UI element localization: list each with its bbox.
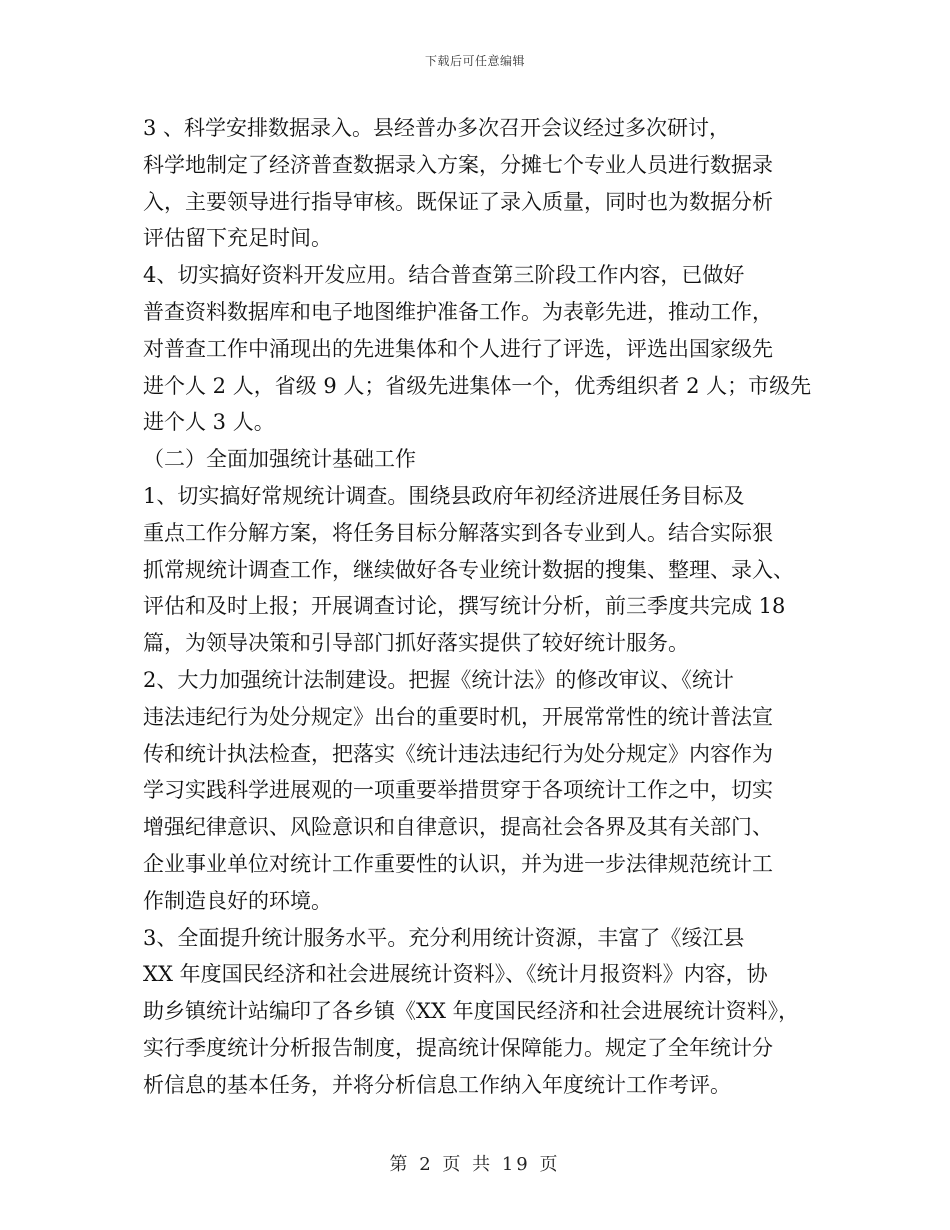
body-line: 1、切实搞好常规统计调查。围绕县政府年初经济进展任务目标及 [143, 483, 745, 508]
body-line: 评估留下充足时间。 [143, 226, 332, 251]
body-line: 实行季度统计分析报告制度，提高统计保障能力。规定了全年统计分 [143, 1035, 773, 1060]
body-line: 入，主要领导进行指导审核。既保证了录入质量，同时也为数据分析 [143, 189, 773, 214]
body-line: 析信息的基本任务，并将分析信息工作纳入年度统计工作考评。 [143, 1072, 731, 1097]
body-line: 4、切实搞好资料开发应用。结合普查第三阶段工作内容，已做好 [143, 263, 745, 288]
body-line: 助乡镇统计站编印了各乡镇《XX 年度国民经济和社会进展统计资料》， [143, 999, 800, 1024]
section-heading: （二）全面加强统计基础工作 [143, 447, 416, 472]
body-line: 增强纪律意识、风险意识和自律意识，提高社会各界及其有关部门、 [143, 815, 773, 840]
body-line: 科学地制定了经济普查数据录入方案，分摊七个专业人员进行数据录 [143, 152, 773, 177]
body-line: 评估和及时上报；开展调查讨论，撰写统计分析，前三季度共完成 18 [143, 594, 786, 619]
body-line: 企业事业单位对统计工作重要性的认识，并为进一步法律规范统计工 [143, 851, 773, 876]
body-line: 抓常规统计调查工作，继续做好各专业统计数据的搜集、整理、录入、 [143, 557, 794, 582]
body-line: XX 年度国民经济和社会进展统计资料》、《统计月报资料》内容，协 [143, 962, 768, 987]
body-line: 3、全面提升统计服务水平。充分利用统计资源，丰富了《绥江县 [143, 925, 745, 950]
document-body [143, 110, 812, 1104]
body-line: 2、大力加强统计法制建设。把握《统计法》的修改审议、《统计 [143, 667, 734, 692]
body-line: 普查资料数据库和电子地图维护准备工作。为表彰先进，推动工作， [143, 299, 773, 324]
body-line: 进个人 3 人。 [143, 410, 275, 435]
body-line: 重点工作分解方案，将任务目标分解落实到各专业到人。结合实际狠 [143, 520, 773, 545]
body-line: 作制造良好的环境。 [143, 888, 332, 913]
body-line: 违法违纪行为处分规定》出台的重要时机，开展常常性的统计普法宣 [143, 704, 773, 729]
body-line: 篇，为领导决策和引导部门抓好落实提供了较好统计服务。 [143, 631, 689, 656]
body-line: 对普查工作中涌现出的先进集体和个人进行了评选，评选出国家级先 [143, 336, 773, 361]
body-line: 传和统计执法检查，把落实《统计违法违纪行为处分规定》内容作为 [143, 741, 773, 766]
body-line: 3 、科学安排数据录入。县经普办多次召开会议经过多次研讨， [143, 116, 731, 140]
page-header: 下载后可任意编辑 [424, 54, 525, 68]
page-footer: 第 2 页 共 19 页 [389, 1154, 561, 1175]
body-line: 学习实践科学进展观的一项重要举措贯穿于各项统计工作之中，切实 [143, 778, 773, 803]
body-line: 进个人 2 人，省级 9 人；省级先进集体一个，优秀组织者 2 人；市级先 [143, 373, 812, 398]
